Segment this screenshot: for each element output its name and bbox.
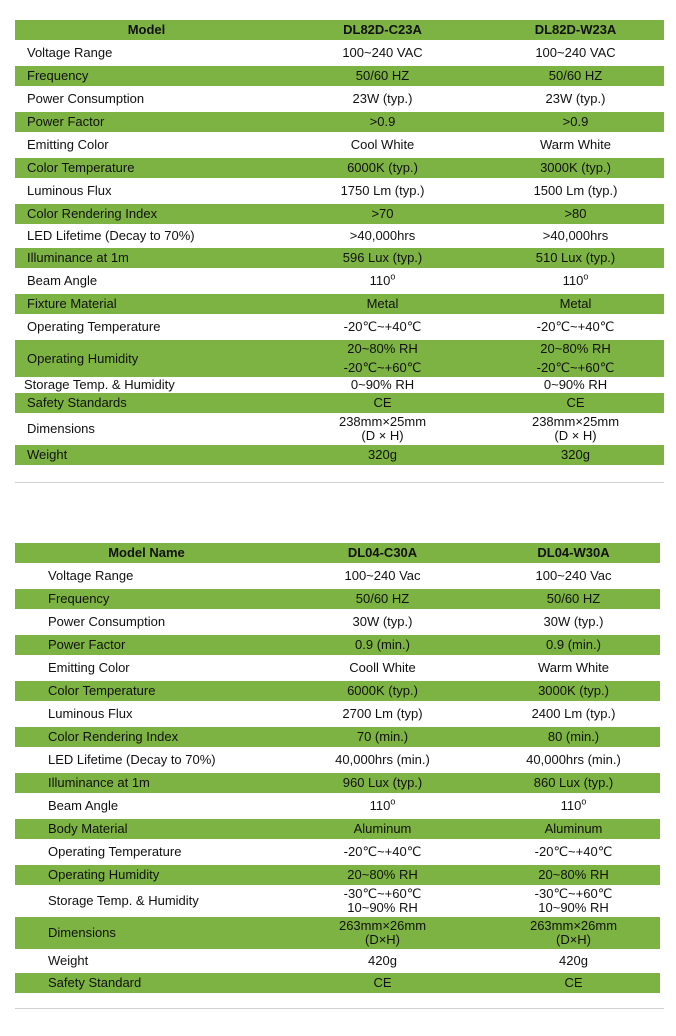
row-value-col2: 100~240 VAC [487, 40, 664, 66]
header-label: Model Name [15, 543, 278, 563]
table-row [15, 609, 660, 635]
row-label: Weight [15, 445, 278, 465]
row-label: Weight [15, 949, 278, 973]
row-label: Operating Temperature [15, 839, 278, 865]
row-label: Dimensions [15, 413, 278, 445]
row-value-col1: Aluminum [278, 819, 487, 839]
beam-angle-value: 110 [560, 798, 582, 813]
value-line-2: (D×H) [555, 932, 592, 947]
row-value-col1: >40,000hrs [278, 224, 487, 248]
table-row [15, 340, 664, 377]
table-row [15, 248, 664, 268]
row-value-col2: >40,000hrs [487, 224, 664, 248]
row-value-col1: 960 Lux (typ.) [278, 773, 487, 793]
table-row [15, 86, 664, 112]
row-label: Power Factor [15, 635, 278, 655]
row-value-col1: -20℃~+40℃ [278, 314, 487, 340]
row-value-col2 [487, 268, 664, 294]
row-value-col2: Aluminum [487, 819, 660, 839]
row-value-col1: Cool White [278, 132, 487, 158]
table-row [15, 66, 664, 86]
row-value-col1: 40,000hrs (min.) [278, 747, 487, 773]
row-value-col1 [278, 885, 487, 917]
header-label: Model [15, 20, 278, 40]
row-value-col1 [278, 268, 487, 294]
value-line-1: 263mm×26mm [529, 918, 618, 933]
row-label: Operating Humidity [15, 340, 278, 377]
degree-mark: o [583, 271, 589, 282]
row-value-col2: 80 (min.) [487, 727, 660, 747]
table-row [15, 393, 664, 413]
row-value-col1: Cooll White [278, 655, 487, 681]
row-value-col2: 30W (typ.) [487, 609, 660, 635]
table-row [15, 973, 660, 993]
row-value-col1: 0~90% RH [278, 377, 487, 393]
value-line-1: -30℃~+60℃ [343, 886, 422, 901]
row-value-col1: 596 Lux (typ.) [278, 248, 487, 268]
row-label: Color Temperature [15, 681, 278, 701]
row-value-col1: CE [278, 393, 487, 413]
row-value-col2: CE [487, 393, 664, 413]
row-value-col2: 1500 Lm (typ.) [487, 178, 664, 204]
row-value-col2: -20℃~+40℃ [487, 314, 664, 340]
beam-angle-value: 110 [562, 273, 584, 288]
row-label: Color Temperature [15, 158, 278, 178]
row-label: Beam Angle [15, 793, 278, 819]
row-label: Illuminance at 1m [15, 248, 278, 268]
table-row [15, 268, 664, 294]
value-line-1: 238mm×25mm [531, 414, 620, 429]
value-line-2: -20℃~+60℃ [343, 360, 422, 375]
row-value-col2: 100~240 Vac [487, 563, 660, 589]
row-label: Safety Standards [15, 393, 278, 413]
header-model-w30a: DL04-W30A [487, 543, 660, 563]
table-row [15, 314, 664, 340]
row-value-col2: 23W (typ.) [487, 86, 664, 112]
row-value-col1 [278, 413, 487, 445]
row-value-col2: 0.9 (min.) [487, 635, 660, 655]
row-label: Voltage Range [15, 563, 278, 589]
row-value-col2: 420g [487, 949, 660, 973]
row-value-col2 [487, 413, 664, 445]
row-value-col2: -20℃~+40℃ [487, 839, 660, 865]
row-label: Dimensions [15, 917, 278, 949]
row-value-col2: 40,000hrs (min.) [487, 747, 660, 773]
row-value-col1 [278, 340, 487, 377]
row-label: Color Rendering Index [15, 727, 278, 747]
value-line-2: 10~90% RH [538, 900, 609, 915]
value-line-2: (D × H) [361, 428, 404, 443]
row-value-col2: 0~90% RH [487, 377, 664, 393]
row-value-col1: >0.9 [278, 112, 487, 132]
row-value-col2: CE [487, 973, 660, 993]
row-value-col1: 320g [278, 445, 487, 465]
row-label: Luminous Flux [15, 701, 278, 727]
table-row [15, 224, 664, 248]
row-value-col1: 1750 Lm (typ.) [278, 178, 487, 204]
degree-mark: o [581, 796, 587, 807]
table-row [15, 655, 660, 681]
table-1-bottom-rule [15, 482, 664, 483]
row-value-col1 [278, 793, 487, 819]
row-value-col2 [487, 917, 660, 949]
row-label: Emitting Color [15, 132, 278, 158]
table-row [15, 445, 664, 465]
value-line-1: 238mm×25mm [338, 414, 427, 429]
table-row [15, 132, 664, 158]
value-line-1: 263mm×26mm [338, 918, 427, 933]
row-value-col2: 2400 Lm (typ.) [487, 701, 660, 727]
row-value-col2: 320g [487, 445, 664, 465]
table-row [15, 819, 660, 839]
table-row [15, 949, 660, 973]
table-row [15, 681, 660, 701]
row-label: Power Consumption [15, 86, 278, 112]
table-row [15, 635, 660, 655]
row-label: LED Lifetime (Decay to 70%) [15, 224, 278, 248]
row-value-col1 [278, 917, 487, 949]
row-label: Color Rendering Index [15, 204, 278, 224]
table-row [15, 377, 664, 393]
beam-angle-value: 110 [369, 273, 391, 288]
row-value-col1: 0.9 (min.) [278, 635, 487, 655]
row-value-col1: 100~240 Vac [278, 563, 487, 589]
row-label: Illuminance at 1m [15, 773, 278, 793]
spec-table-dl04 [15, 543, 660, 993]
row-label: Storage Temp. & Humidity [15, 885, 278, 917]
table-row [15, 294, 664, 314]
row-value-col1: 20~80% RH [278, 865, 487, 885]
row-value-col1: CE [278, 973, 487, 993]
row-value-col2 [487, 340, 664, 377]
table-row [15, 727, 660, 747]
row-label: Luminous Flux [15, 178, 278, 204]
table-row [15, 40, 664, 66]
spec-table-dl82d [15, 20, 664, 465]
row-value-col1: 100~240 VAC [278, 40, 487, 66]
table-row [15, 701, 660, 727]
row-label: Frequency [15, 589, 278, 609]
row-value-col2: 50/60 HZ [487, 589, 660, 609]
table-row [15, 773, 660, 793]
row-value-col1: -20℃~+40℃ [278, 839, 487, 865]
table-header-row [15, 543, 660, 563]
value-line-2: -20℃~+60℃ [536, 360, 615, 375]
row-value-col1: 6000K (typ.) [278, 681, 487, 701]
row-label: Operating Temperature [15, 314, 278, 340]
row-label: Fixture Material [15, 294, 278, 314]
row-value-col2: 3000K (typ.) [487, 158, 664, 178]
row-value-col2: 20~80% RH [487, 865, 660, 885]
row-value-col2 [487, 793, 660, 819]
value-line-2: (D × H) [554, 428, 597, 443]
row-value-col2: >80 [487, 204, 664, 224]
table-header-row [15, 20, 664, 40]
table-row [15, 865, 660, 885]
row-value-col1: 50/60 HZ [278, 66, 487, 86]
table-row [15, 158, 664, 178]
row-value-col1: >70 [278, 204, 487, 224]
table-row [15, 885, 660, 917]
table-row [15, 589, 660, 609]
table-row [15, 204, 664, 224]
row-value-col1: 23W (typ.) [278, 86, 487, 112]
row-value-col2: 510 Lux (typ.) [487, 248, 664, 268]
value-line-2: 10~90% RH [347, 900, 418, 915]
table-row [15, 747, 660, 773]
row-value-col2: 3000K (typ.) [487, 681, 660, 701]
row-label: Voltage Range [15, 40, 278, 66]
row-value-col1: 50/60 HZ [278, 589, 487, 609]
table-row [15, 793, 660, 819]
value-line-1: 20~80% RH [347, 341, 418, 356]
row-label: Operating Humidity [15, 865, 278, 885]
row-value-col1: 6000K (typ.) [278, 158, 487, 178]
value-line-1: -30℃~+60℃ [534, 886, 613, 901]
row-label: Power Consumption [15, 609, 278, 635]
header-model-c30a: DL04-C30A [278, 543, 487, 563]
row-label: Storage Temp. & Humidity [15, 377, 278, 393]
table-row [15, 563, 660, 589]
row-label: Safety Standard [15, 973, 278, 993]
row-label: Frequency [15, 66, 278, 86]
row-value-col2 [487, 885, 660, 917]
row-value-col1: 420g [278, 949, 487, 973]
row-value-col2: Metal [487, 294, 664, 314]
row-value-col2: 860 Lux (typ.) [487, 773, 660, 793]
table-row [15, 839, 660, 865]
row-value-col2: 50/60 HZ [487, 66, 664, 86]
degree-mark: o [390, 271, 396, 282]
header-model-w23a: DL82D-W23A [487, 20, 664, 40]
row-label: Body Material [15, 819, 278, 839]
table-2-bottom-rule [15, 1008, 664, 1009]
beam-angle-value: 110 [369, 798, 391, 813]
row-label: Beam Angle [15, 268, 278, 294]
row-value-col1: Metal [278, 294, 487, 314]
value-line-2: (D×H) [364, 932, 401, 947]
row-label: Power Factor [15, 112, 278, 132]
value-line-1: 20~80% RH [540, 341, 611, 356]
header-model-c23a: DL82D-C23A [278, 20, 487, 40]
row-label: Emitting Color [15, 655, 278, 681]
row-value-col2: Warm White [487, 655, 660, 681]
table-row [15, 917, 660, 949]
table-row [15, 112, 664, 132]
row-value-col2: Warm White [487, 132, 664, 158]
row-value-col2: >0.9 [487, 112, 664, 132]
row-value-col1: 70 (min.) [278, 727, 487, 747]
row-label: LED Lifetime (Decay to 70%) [15, 747, 278, 773]
row-value-col1: 30W (typ.) [278, 609, 487, 635]
table-row [15, 413, 664, 445]
row-value-col1: 2700 Lm (typ) [278, 701, 487, 727]
table-row [15, 178, 664, 204]
degree-mark: o [390, 796, 396, 807]
